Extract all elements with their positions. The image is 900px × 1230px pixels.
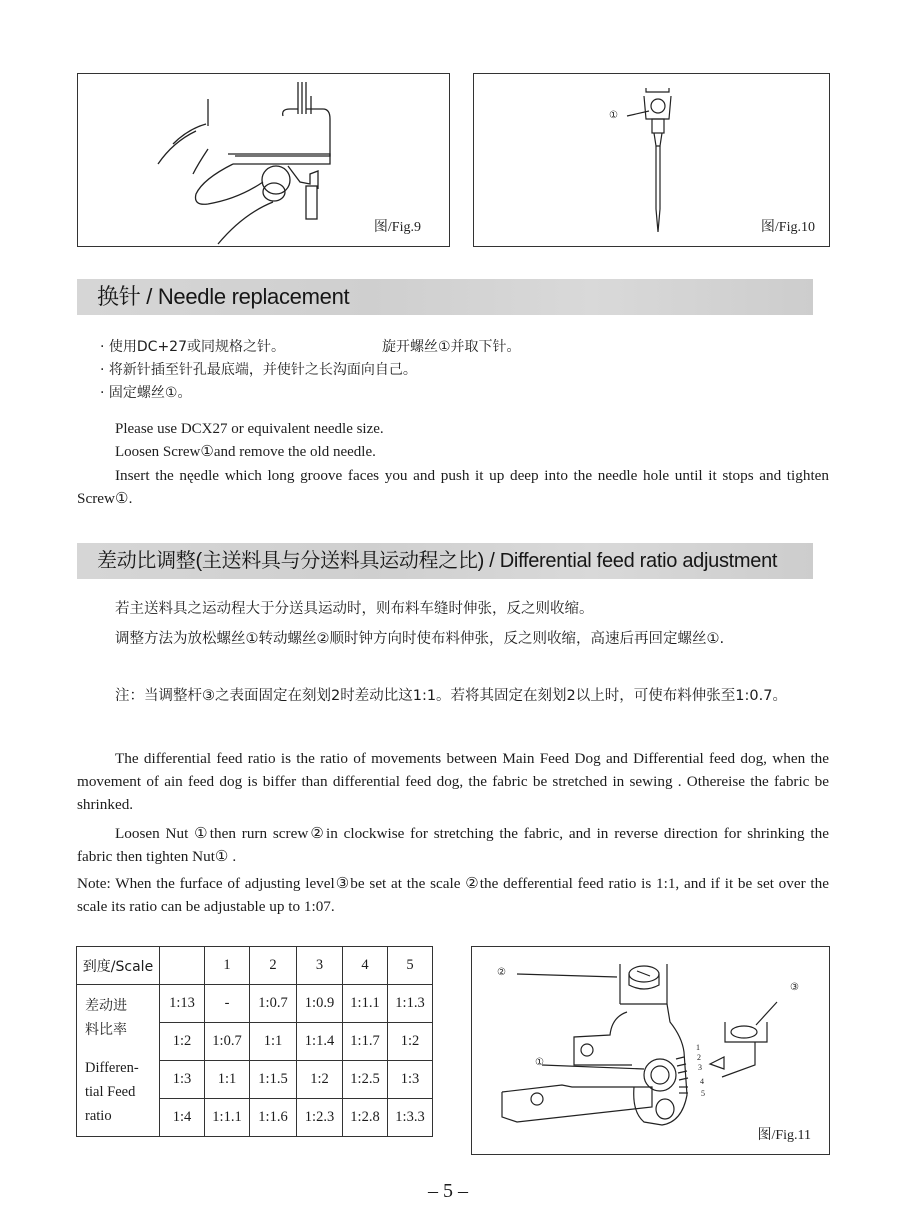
table-cell: 1:3.3 (388, 1099, 433, 1137)
row-label-en-3: ratio (85, 1107, 112, 1124)
table-cell: - (205, 985, 250, 1023)
table-cell: 1:0.7 (205, 1023, 250, 1061)
table-cell: 1:1.4 (297, 1023, 343, 1061)
row-label-en-2: tial Feed (85, 1083, 136, 1100)
needle-en-line-3-text: Insert the nęedle which long groove faces you and push it up deep into the needle hole until it stops and tighten Screw①. (77, 467, 829, 507)
table-header-cell: 到度/Scale (77, 947, 160, 985)
fig10-caption: 图/Fig.10 (760, 220, 815, 235)
table-header-cell: 3 (297, 947, 343, 985)
diff-cn-paragraph-1-text: 若主送料具之运动程大于分送具运动时，则布料车缝时伸张，反之则收缩。 (115, 601, 594, 617)
table-cell: 1:1.3 (388, 985, 433, 1023)
row-label-cn-1: 差动进 (85, 997, 127, 1014)
row-label-cn-2: 料比率 (85, 1021, 127, 1038)
fig11-scale-mark-2: 2 (697, 1053, 701, 1062)
fig11-scale-mark-5: 5 (701, 1089, 705, 1098)
fig11-callout-3: ③ (790, 982, 799, 993)
needle-cn-bullet-2: · 将新针插至针孔最底端，并使针之长沟面向自己。 (100, 362, 417, 378)
fig11-scale-mark-1: 1 (696, 1043, 700, 1052)
needle-cn-bullet-3: · 固定螺丝①。 (100, 385, 192, 401)
diff-cn-paragraph-2-text: 调整方法为放松螺丝①转动螺丝②顺时钟方向时使布料伸张，反之则收缩，高速后再回定螺丝①. (115, 631, 725, 647)
diff-cn-paragraph-3-text: 注：当调整杆③之表面固定在刻划2时差动比这1:1。若将其固定在刻划2以上时，可使布料伸张至1:0.7。 (115, 688, 787, 704)
figure-10 (473, 73, 830, 247)
diff-en-paragraph-2-text: Loosen Nut ①then rurn screw②in clockwise for stretching the fabric, and in reverse direction for shrinking the fabric then tighten Nut① . (77, 825, 829, 865)
fig11-callout-2: ② (497, 967, 506, 978)
table-header-cell: 2 (250, 947, 297, 985)
row-label-en-1: Differen- (85, 1059, 139, 1076)
diff-en-paragraph-2 (77, 822, 829, 868)
table-cell: 1:2.5 (343, 1061, 388, 1099)
diff-en-paragraph-1 (77, 747, 829, 816)
table-cell: 1:2.8 (343, 1099, 388, 1137)
diff-en-paragraph-1-text: The differential feed ratio is the ratio of movements between Main Feed Dog and Differential feed dog, when the movement of ain feed dog is biffer than differential feed dog, the fabric be stretched in sewing . Othereise the fabric be shrinked. (77, 750, 829, 813)
diff-cn-paragraph-2 (77, 626, 829, 652)
table-cell: 1:13 (160, 985, 205, 1023)
table-cell: 1:1 (250, 1023, 297, 1061)
fig11-callout-1: ① (535, 1057, 544, 1068)
table-header-cell: 1 (205, 947, 250, 985)
table-header-cell: 4 (343, 947, 388, 985)
table-header-cell (160, 947, 205, 985)
diff-en-paragraph-3: Note: When the furface of adjusting level③be set at the scale ②the defferential feed ratio is 1:1, and if it be set over the scale its ratio can be adjustable up to 1:07. (77, 875, 829, 915)
diff-cn-paragraph-3 (77, 683, 829, 709)
differential-feed-heading: 差动比调整(主送料具与分送料具运动程之比) / Differential feed ratio adjustment (77, 543, 813, 579)
table-cell: 1:0.9 (297, 985, 343, 1023)
table-row (77, 985, 433, 1023)
table-row-label (77, 985, 160, 1137)
needle-en-line-2: Loosen Screw①and remove the old needle. (115, 444, 376, 460)
figure-11 (471, 946, 830, 1155)
table-header-cell: 5 (388, 947, 433, 985)
table-cell: 1:1.6 (250, 1099, 297, 1137)
table-cell: 1:2.3 (297, 1099, 343, 1137)
table-cell: 1:2 (297, 1061, 343, 1099)
table-cell: 1:3 (160, 1061, 205, 1099)
table-cell: 1:1.1 (205, 1099, 250, 1137)
table-cell: 1:3 (388, 1061, 433, 1099)
fig11-caption: 图/Fig.11 (757, 1128, 811, 1143)
table-cell: 1:1.1 (343, 985, 388, 1023)
scale-ratio-table (76, 946, 433, 1137)
fig11-scale-mark-3: 3 (698, 1063, 702, 1072)
needle-cn-bullet-1: · 使用DC+27或同规格之针。 (100, 339, 286, 355)
needle-en-line-3 (77, 464, 829, 510)
diff-cn-paragraph-1 (77, 598, 829, 621)
needle-cn-bullet-1b: 旋开螺丝①并取下针。 (382, 339, 521, 355)
needle-en-line-1: Please use DCX27 or equivalent needle size. (115, 421, 384, 437)
fig11-illustration (472, 947, 829, 1154)
table-header-row (77, 947, 433, 985)
fig10-callout: ① (609, 110, 618, 121)
figure-9 (77, 73, 450, 247)
needle-replacement-heading: 换针 / Needle replacement (77, 279, 813, 315)
fig9-caption: 图/Fig.9 (373, 220, 421, 235)
table-cell: 1:2 (388, 1023, 433, 1061)
fig11-scale-mark-4: 4 (700, 1077, 704, 1086)
table-cell: 1:1 (205, 1061, 250, 1099)
table-cell: 1:2 (160, 1023, 205, 1061)
table-cell: 1:0.7 (250, 985, 297, 1023)
table-cell: 1:1.5 (250, 1061, 297, 1099)
table-cell: 1:1.7 (343, 1023, 388, 1061)
table-cell: 1:4 (160, 1099, 205, 1137)
page-number: – 5 – (428, 1180, 468, 1202)
